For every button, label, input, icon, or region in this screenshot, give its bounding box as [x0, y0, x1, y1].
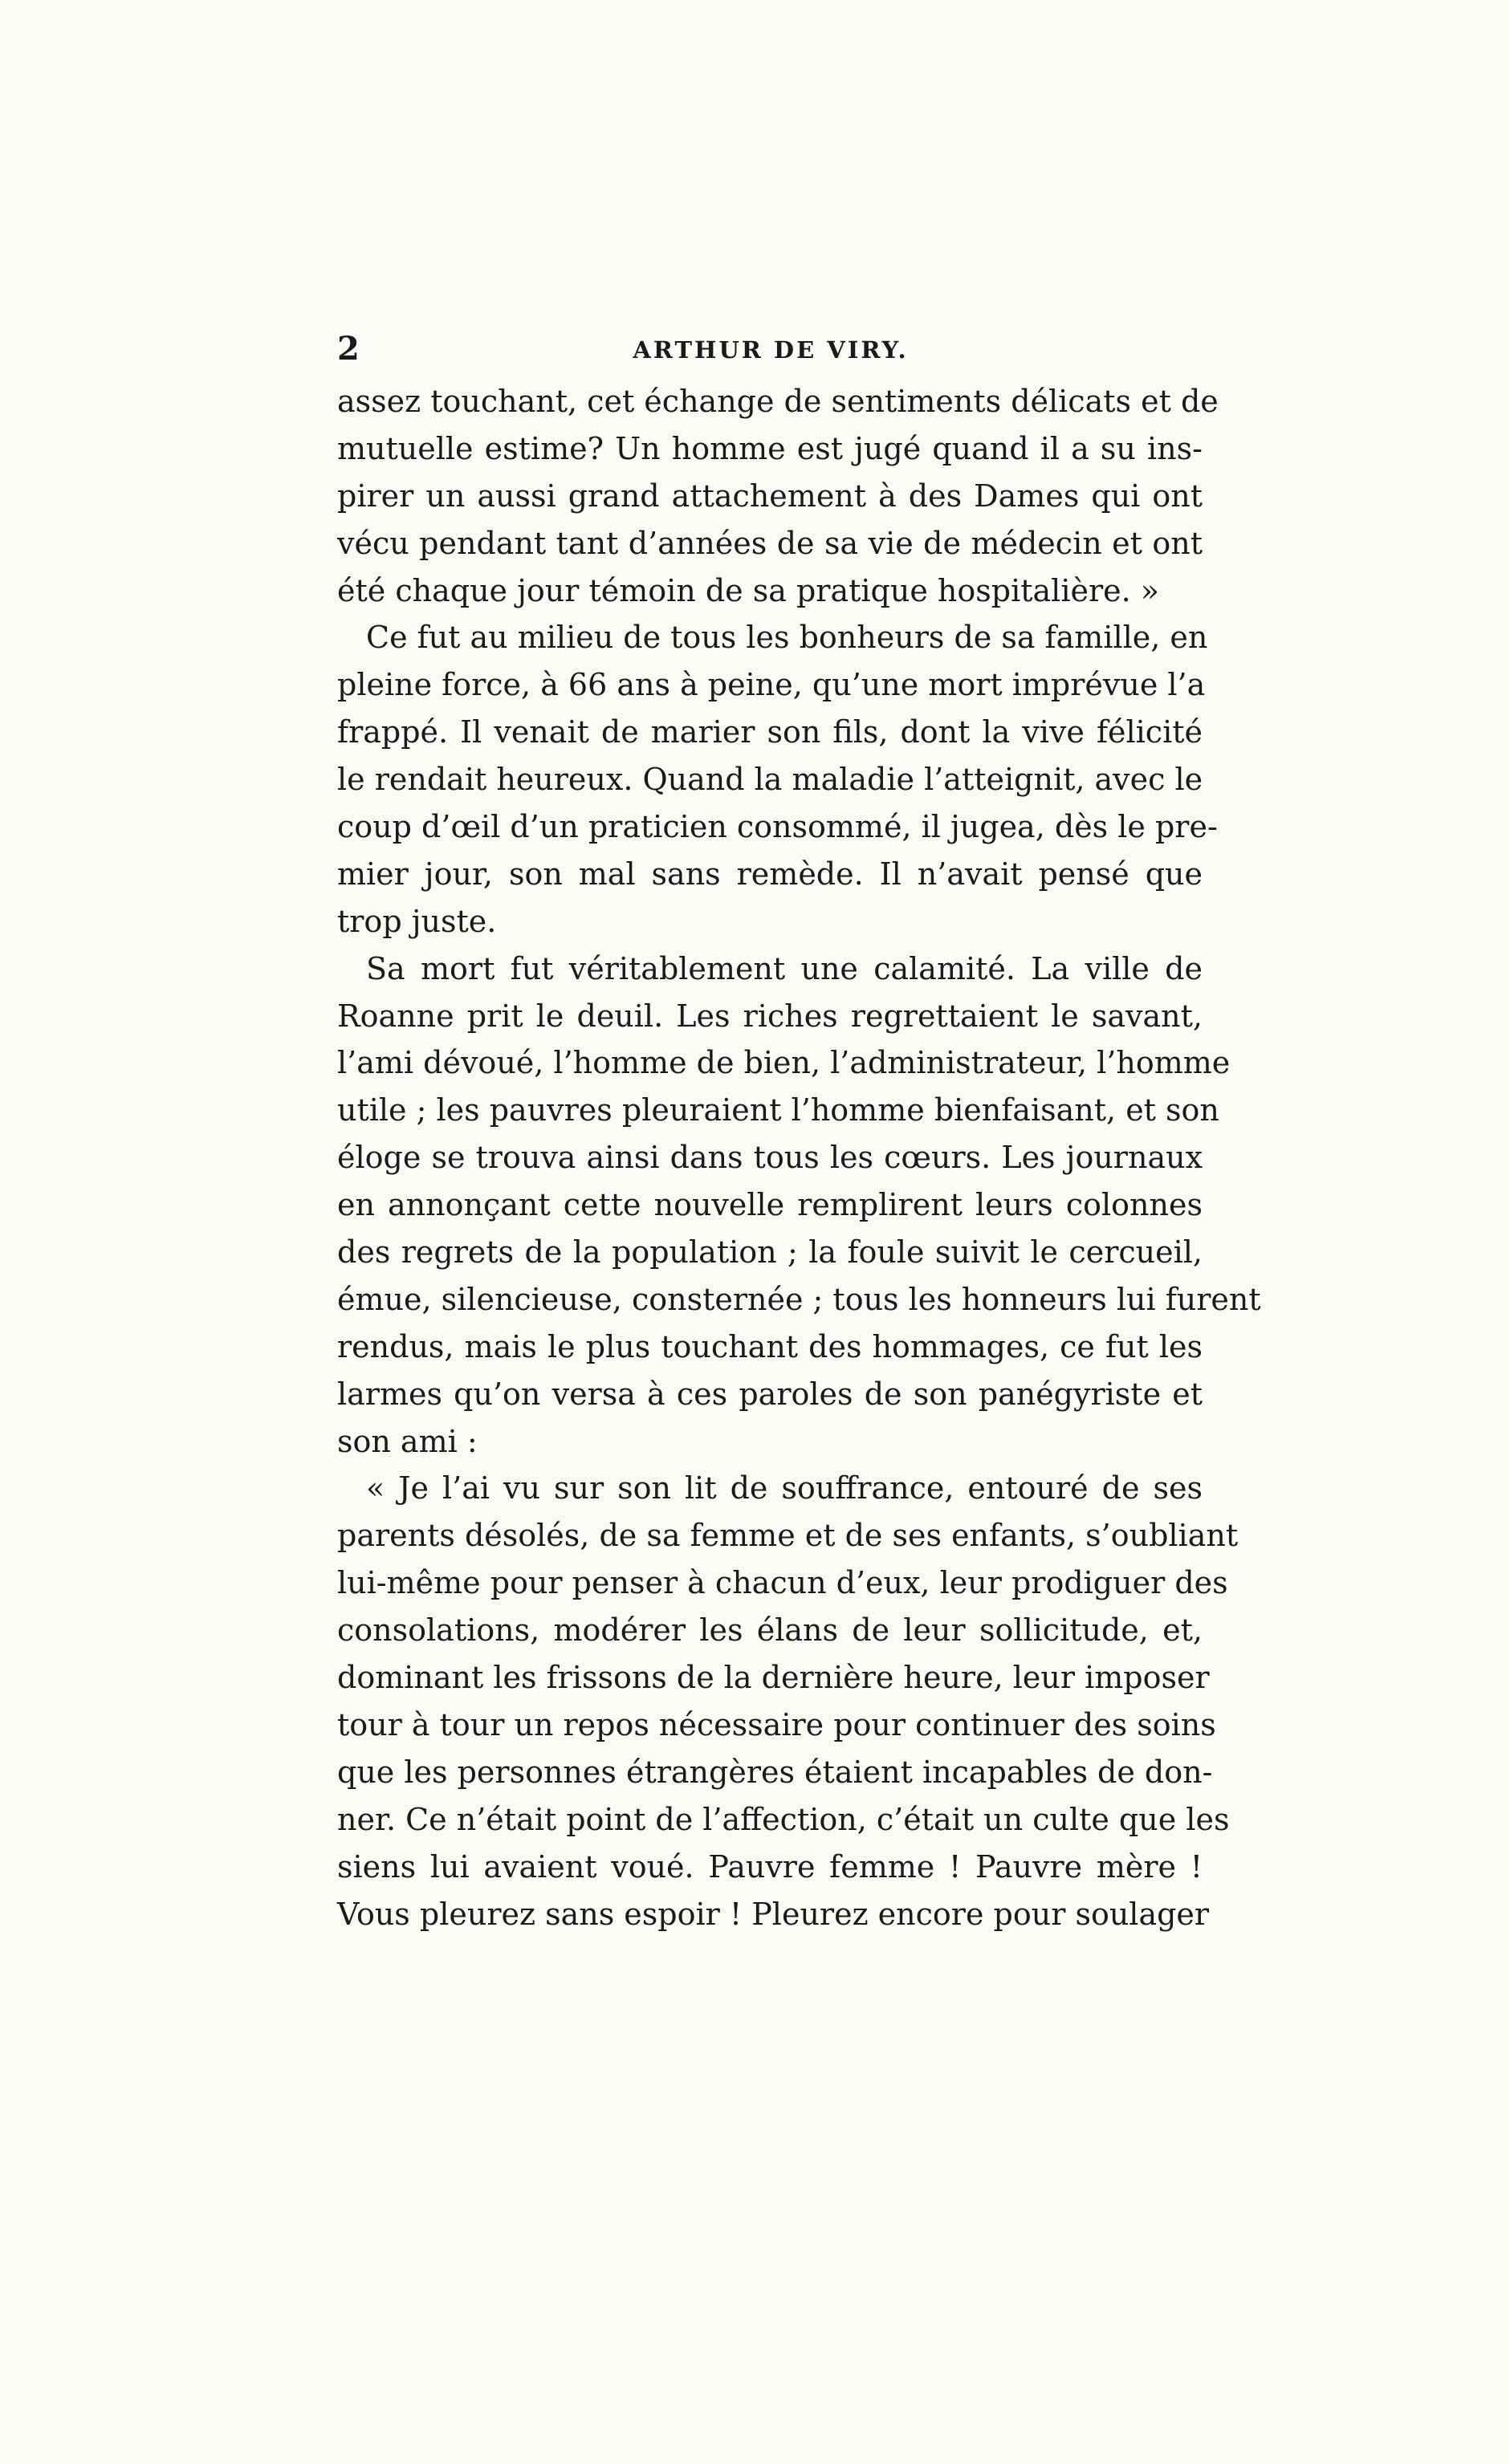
text-line: émue, silencieuse, consternée ; tous les honneurs lui furent	[337, 1281, 1261, 1317]
text-line: son ami :	[337, 1423, 478, 1459]
text-line: vécu pendant tant d’années de sa vie de médecin et ont	[337, 525, 1203, 561]
text-line: Ce fut au milieu de tous les bonheurs de sa famille, en	[366, 620, 1208, 656]
text-line: pirer un aussi grand attachement à des Dames qui ont	[337, 478, 1203, 514]
text-line: mutuelle estime? Un homme est jugé quand il a su ins-	[337, 430, 1203, 466]
text-line: mier jour, son mal sans remède. Il n’avait pensé que	[337, 856, 1203, 892]
text-line: Sa mort fut véritablement une calamité. La ville de	[366, 950, 1203, 986]
text-line: larmes qu’on versa à ces paroles de son panégyriste et	[337, 1376, 1203, 1412]
text-line: frappé. Il venait de marier son fils, dont la vive félicité	[337, 714, 1203, 750]
text-line: parents désolés, de sa femme et de ses enfants, s’oubliant	[337, 1518, 1239, 1554]
running-head: ARTHUR DE VIRY.	[633, 336, 909, 364]
page-header	[337, 329, 1204, 369]
text-line: trop juste.	[337, 903, 497, 939]
text-line: consolations, modérer les élans de leur sollicitude, et,	[337, 1612, 1203, 1649]
text-line: tour à tour un repos nécessaire pour continuer des soins	[337, 1706, 1216, 1742]
text-line: l’ami dévoué, l’homme de bien, l’administrateur, l’homme	[337, 1045, 1231, 1081]
text-line: dominant les frissons de la dernière heure, leur imposer	[337, 1660, 1210, 1696]
text-line: rendus, mais le plus touchant des hommages, ce fut les	[337, 1328, 1203, 1364]
text-line: coup d’œil d’un praticien consommé, il jugea, dès le pre-	[337, 809, 1218, 845]
text-line: le rendait heureux. Quand la maladie l’atteignit, avec le	[337, 762, 1203, 798]
text-line: en annonçant cette nouvelle remplirent leurs colonnes	[337, 1187, 1203, 1223]
text-line: assez touchant, cet échange de sentiments délicats et de	[337, 384, 1219, 419]
text-line: éloge se trouva ainsi dans tous les cœurs. Les journaux	[337, 1140, 1203, 1176]
body-text	[337, 378, 1261, 1937]
text-line: que les personnes étrangères étaient incapables de don-	[337, 1754, 1213, 1790]
text-line: utile ; les pauvres pleuraient l’homme bienfaisant, et son	[337, 1092, 1219, 1128]
text-line: Roanne prit le deuil. Les riches regrettaient le savant,	[337, 998, 1203, 1034]
text-line: « Je l’ai vu sur son lit de souffrance, entouré de ses	[366, 1470, 1203, 1506]
text-line: été chaque jour témoin de sa pratique hospitalière. »	[337, 572, 1160, 608]
text-line: pleine force, à 66 ans à peine, qu’une mort imprévue l’a	[337, 667, 1206, 703]
text-line: ner. Ce n’était point de l’affection, c’était un culte que les	[337, 1801, 1230, 1837]
page-number: 2	[337, 330, 360, 368]
text-line: siens lui avaient voué. Pauvre femme ! Pauvre mère !	[337, 1848, 1203, 1885]
text-line: des regrets de la population ; la foule suivit le cercueil,	[337, 1234, 1203, 1271]
text-line: lui-même pour penser à chacun d’eux, leur prodiguer des	[337, 1565, 1228, 1601]
text-line: Vous pleurez sans espoir ! Pleurez encore pour soulager	[337, 1896, 1210, 1932]
